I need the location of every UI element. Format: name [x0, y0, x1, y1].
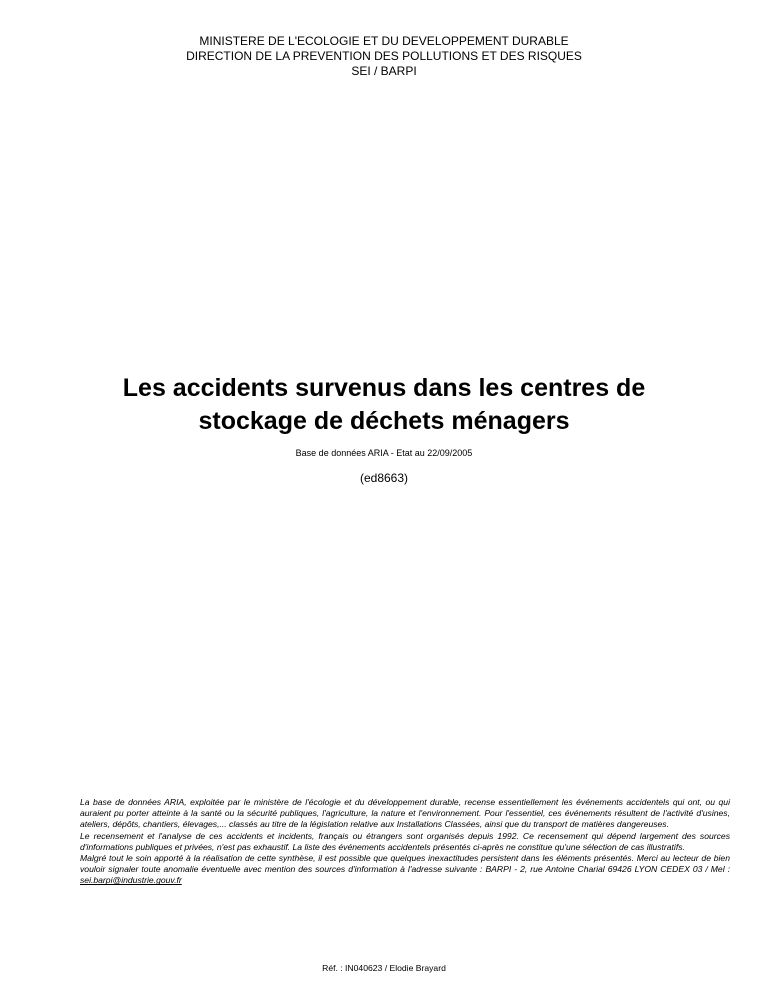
ministry-name: MINISTERE DE L'ECOLOGIE ET DU DEVELOPPEMENT DURABLE [199, 34, 569, 48]
disclaimer-paragraph-2: Le recensement et l'analyse de ces accidents et incidents, français ou étrangers sont organisés depuis 1992. Ce recensement qui dépend largement des sources d'informations publiques et privées, n'est pas exhaustif. La liste des événements accidentels présentés ci-après ne constitue qu'une sélection de cas illustratifs. [80, 830, 730, 852]
edition-code: (ed8663) [359, 471, 409, 485]
database-status: Base de données ARIA - Etat au 22/09/2005 [295, 448, 473, 458]
service-name: SEI / BARPI [351, 64, 417, 78]
contact-email-link[interactable]: sei.barpi@industrie.gouv.fr [80, 875, 182, 886]
document-title [60, 372, 708, 438]
title-line-2: stockage de déchets ménagers [198, 407, 570, 435]
disclaimer-paragraph-3 [80, 853, 730, 887]
title-line-1: Les accidents survenus dans les centres de [122, 374, 646, 402]
ministry-header [0, 34, 768, 79]
disclaimer-paragraph-3-text: Malgré tout le soin apporté à la réalisation de cette synthèse, il est possible que quelques inexactitudes persistent dans les éléments présentés. Merci au lecteur de bien vouloir signaler toute anomalie éventuelle avec mention des sources d'information à l'adresse suivante : BARPI - 2, rue Antoine Charial 69426 LYON CEDEX 03 / Mel : [80, 853, 730, 875]
disclaimer-paragraph-1: La base de données ARIA, exploitée par le ministère de l'écologie et du développement durable, recense essentiellement les événements accidentels qui ont, ou qui auraient pu porter atteinte à la santé ou la sécurité publiques, l'agriculture, la nature et l'environnement. Pour l'essentiel, ces événements résultent de l'activité d'usines, ateliers, dépôts, chantiers, élevages,... classés au titre de la législation relative aux Installations Classées, ainsi que du transport de matières dangereuses. [80, 797, 730, 830]
disclaimer-block [80, 797, 730, 887]
document-reference: Réf. : IN040623 / Elodie Brayard [322, 963, 446, 973]
directorate-name: DIRECTION DE LA PREVENTION DES POLLUTIONS ET DES RISQUES [186, 49, 582, 63]
